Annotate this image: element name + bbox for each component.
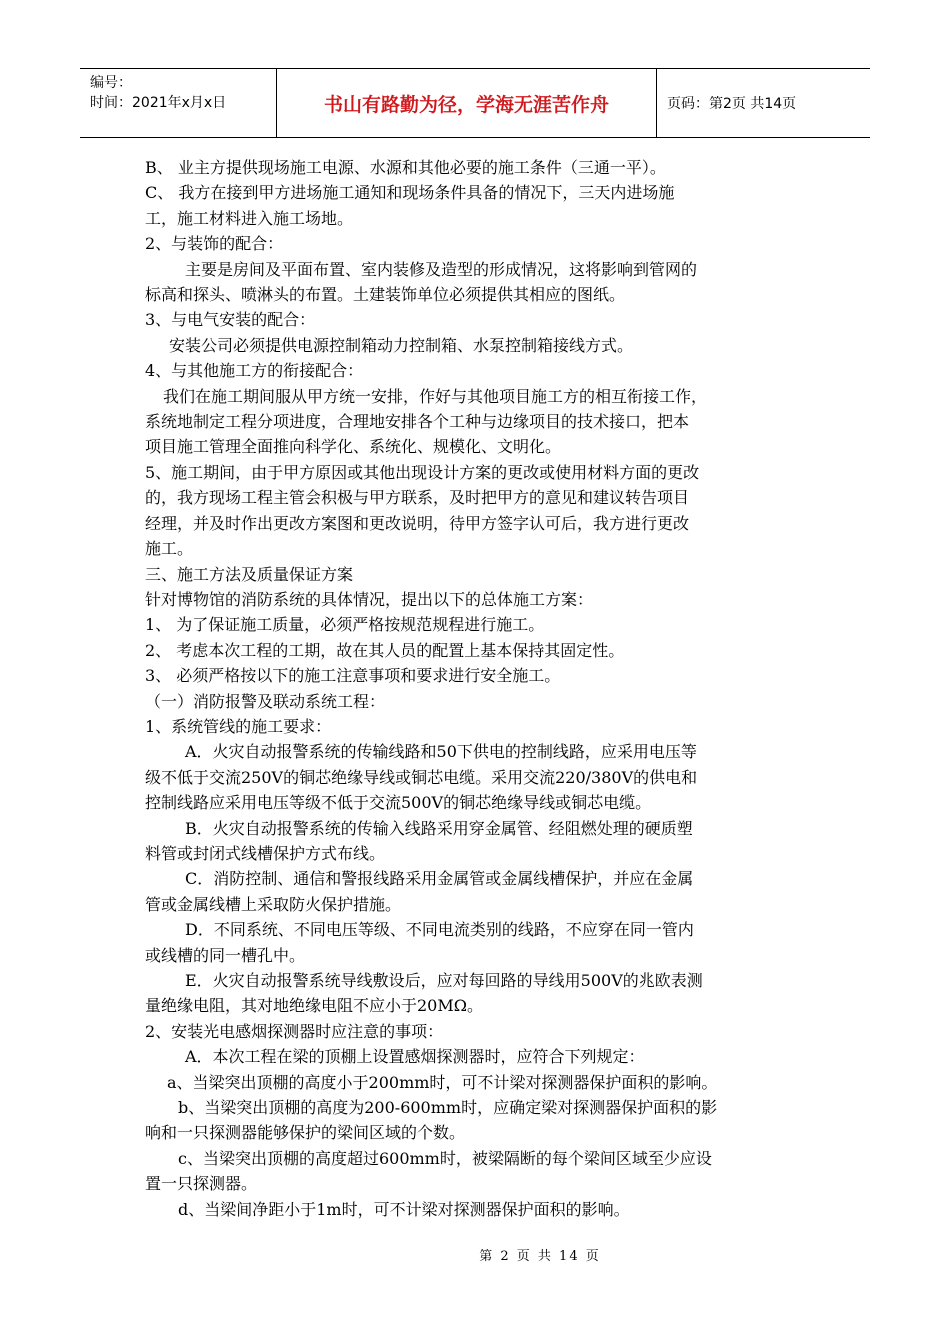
document-number-label: 编号： [90,75,132,91]
text-line: b、当梁突出顶棚的高度为200-600mm时，应确定梁对探测器保护面积的影 [178,1098,718,1118]
text-line: D．不同系统、不同电压等级、不同电流类别的线路，不应穿在同一管内 [185,920,694,940]
text-line: C、 我方在接到甲方进场施工通知和现场条件具备的情况下，三天内进场施 [145,183,675,203]
text-line: E．火灾自动报警系统导线敷设后，应对每回路的导线用500V的兆欧表测 [185,971,703,990]
text-line: 级不低于交流250V的铜芯绝缘导线或铜芯电缆。采用交流220/380V的供电和 [145,767,698,787]
text-line: 系统地制定工程分项进度，合理地安排各个工种与边缘项目的技术接口，把本 [145,412,690,432]
text-line: 管或金属线槽上采取防火保护措施。 [145,894,402,914]
text-line: 2、 考虑本次工程的工期，故在其人员的配置上基本保持其固定性。 [145,640,625,660]
text-line: 量绝缘电阻，其对地绝缘电阻不应小于20MΩ。 [145,996,484,1016]
text-line: d、当梁间净距小于1m时，可不计梁对探测器保护面积的影响。 [178,1199,630,1219]
text-line: 5、施工期间，由于甲方原因或其他出现设计方案的更改或使用材料方面的更改 [145,462,700,482]
text-line: 3、与电气安装的配合： [145,310,316,330]
document-date-label: 时间：2021年x月x日 [90,95,227,111]
header-meta-cell [80,69,277,137]
text-line: 响和一只探测器能够保护的梁间区域的个数。 [145,1123,466,1143]
text-line: 或线槽的同一槽孔中。 [145,945,306,965]
text-line: 三、施工方法及质量保证方案 [145,564,354,584]
text-line: A．本次工程在梁的顶棚上设置感烟探测器时，应符合下列规定： [185,1047,645,1067]
text-line: 置一只探测器。 [145,1174,258,1194]
text-line: 的，我方现场工程主管会积极与甲方联系，及时把甲方的意见和建议转告项目 [145,488,690,508]
text-line: 项目施工管理全面推向科学化、系统化、规模化、文明化。 [145,437,562,457]
text-line: 针对博物馆的消防系统的具体情况，提出以下的总体施工方案： [145,589,594,609]
text-line: c、当梁突出顶棚的高度超过600mm时，被梁隔断的每个梁间区域至少应设 [178,1148,712,1168]
text-line: 控制线路应采用电压等级不低于交流500V的铜芯绝缘导线或铜芯电缆。 [145,793,652,813]
text-line: A．火灾自动报警系统的传输线路和50下供电的控制线路，应采用电压等 [185,742,697,762]
text-line: a、当梁突出顶棚的高度小于200mm时，可不计梁对探测器保护面积的影响。 [167,1072,718,1092]
text-line: 安装公司必须提供电源控制箱动力控制箱、水泵控制箱接线方式。 [169,335,634,355]
text-line: B．火灾自动报警系统的传输入线路采用穿金属管、经阻燃处理的硬质塑 [185,818,693,838]
text-line: C．消防控制、通信和警报线路采用金属管或金属线槽保护，并应在金属 [185,869,694,889]
header-page-info: 页码：第2页 共14页 [667,96,797,112]
text-line: 4、与其他施工方的衔接配合： [145,361,364,381]
text-line: 2、安装光电感烟探测器时应注意的事项： [145,1021,444,1041]
text-line: 施工。 [145,539,194,559]
text-line: 标高和探头、喷淋头的布置。土建装饰单位必须提供其相应的图纸。 [145,285,626,305]
text-line: （一）消防报警及联动系统工程： [145,691,386,711]
text-line: 2、与装饰的配合： [145,234,284,254]
header-motto: 书山有路勤为径，学海无涯苦作舟 [277,69,657,137]
document-body [145,155,810,1222]
text-line: 工，施工材料进入施工场地。 [145,208,354,228]
text-line: B、 业主方提供现场施工电源、水源和其他必要的施工条件（三通一平）。 [145,158,666,177]
text-line: 料管或封闭式线槽保护方式布线。 [145,843,386,863]
text-line: 主要是房间及平面布置、室内装修及造型的形成情况，这将影响到管网的 [185,259,698,279]
text-line: 3、 必须严格按以下的施工注意事项和要求进行安全施工。 [145,666,561,686]
text-line: 我们在施工期间服从甲方统一安排，作好与其他项目施工方的相互衔接工作， [163,386,708,406]
text-line: 经理，并及时作出更改方案图和更改说明，待甲方签字认可后，我方进行更改 [145,513,690,533]
footer-page-number: 第 2 页 共 14 页 [479,1249,601,1264]
text-line: 1、系统管线的施工要求： [145,716,332,736]
page-header [80,68,870,138]
page-footer [0,1245,950,1264]
text-line: 1、 为了保证施工质量，必须严格按规范规程进行施工。 [145,615,545,635]
